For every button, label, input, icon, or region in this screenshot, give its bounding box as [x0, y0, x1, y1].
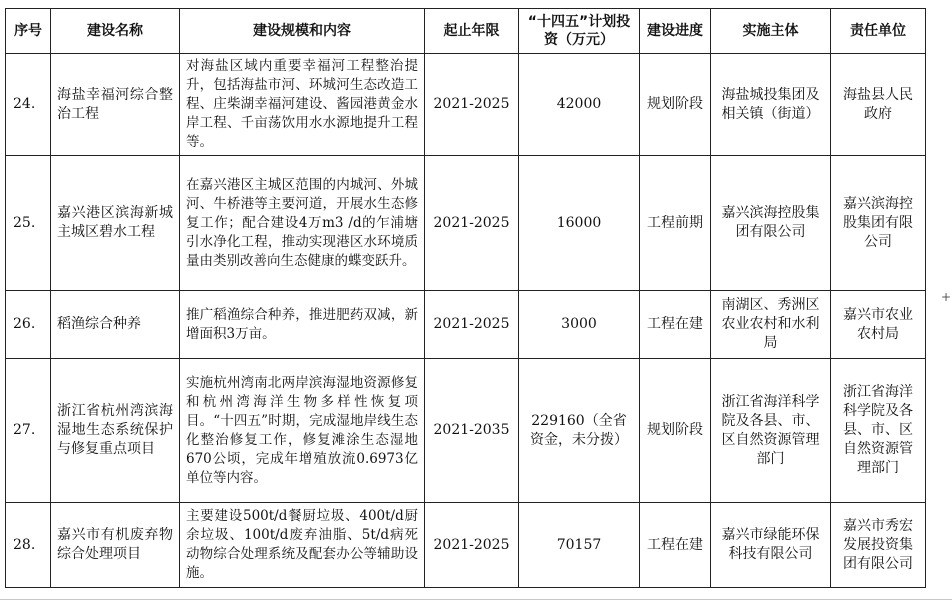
- cell-name: 浙江省杭州湾滨海湿地生态系统保护与修复重点项目: [51, 359, 180, 503]
- cell-progress: 工程在建: [640, 503, 711, 588]
- table-row: [6, 54, 926, 156]
- table-row: [6, 156, 926, 291]
- cell-invest: 16000: [519, 156, 640, 291]
- cell-invest: 42000: [519, 54, 640, 156]
- header-progress: 建设进度: [640, 9, 711, 54]
- cell-entity: 浙江省海洋科学院及各县、市、区自然资源管理部门: [711, 359, 831, 503]
- cell-name: 稻渔综合种养: [51, 291, 180, 359]
- project-table: [5, 8, 926, 588]
- cell-period: 2021-2035: [425, 359, 519, 503]
- cell-invest: 70157: [519, 503, 640, 588]
- table-row: [6, 503, 926, 588]
- header-dept: 责任单位: [831, 9, 926, 54]
- table-move-handle-icon[interactable]: +: [941, 290, 952, 304]
- cell-progress: 工程在建: [640, 291, 711, 359]
- header-seq: 序号: [6, 9, 51, 54]
- cell-progress: 规划阶段: [640, 359, 711, 503]
- cell-name: 海盐幸福河综合整治工程: [51, 54, 180, 156]
- cell-invest: 3000: [519, 291, 640, 359]
- cell-dept: 嘉兴市农业农村局: [831, 291, 926, 359]
- cell-seq: 24.: [6, 54, 51, 156]
- table-header-row: [6, 9, 926, 54]
- header-scale: 建设规模和内容: [180, 9, 425, 54]
- cell-progress: 规划阶段: [640, 54, 711, 156]
- cell-invest: 229160（全省资金，未分拨）: [519, 359, 640, 503]
- cell-period: 2021-2025: [425, 54, 519, 156]
- cell-seq: 26.: [6, 291, 51, 359]
- header-entity: 实施主体: [711, 9, 831, 54]
- cell-period: 2021-2025: [425, 503, 519, 588]
- cell-entity: 嘉兴滨海控股集团有限公司: [711, 156, 831, 291]
- cell-dept: 海盐县人民政府: [831, 54, 926, 156]
- cell-seq: 25.: [6, 156, 51, 291]
- header-invest: “十四五”计划投资（万元）: [519, 9, 640, 54]
- cell-dept: 浙江省海洋科学院及各县、市、区自然资源管理部门: [831, 359, 926, 503]
- cell-dept: 嘉兴滨海控股集团有限公司: [831, 156, 926, 291]
- table-row: [6, 291, 926, 359]
- cell-scale: 主要建设500t/d餐厨垃圾、400t/d厨余垃圾、100t/d废弃油脂、5t/d病死动物综合处理系统及配套办公等辅助设施。: [180, 503, 425, 588]
- cell-period: 2021-2025: [425, 291, 519, 359]
- cell-name: 嘉兴市有机废弃物综合处理项目: [51, 503, 180, 588]
- cell-entity: 嘉兴市绿能环保科技有限公司: [711, 503, 831, 588]
- cell-dept: 嘉兴市秀宏发展投资集团有限公司: [831, 503, 926, 588]
- header-period: 起止年限: [425, 9, 519, 54]
- cell-scale: 在嘉兴港区主城区范围的内城河、外城河、牛桥港等主要河道，开展水生态修复工作；配合建设4万m3 /d的乍浦塘引水净化工程，推动实现港区水环境质量由类别改善向生态健康的蝶变跃升。: [180, 156, 425, 291]
- cell-seq: 28.: [6, 503, 51, 588]
- cell-name: 嘉兴港区滨海新城主城区碧水工程: [51, 156, 180, 291]
- cell-entity: 南湖区、秀洲区农业农村和水利局: [711, 291, 831, 359]
- cell-entity: 海盐城投集团及相关镇（街道）: [711, 54, 831, 156]
- cell-seq: 27.: [6, 359, 51, 503]
- header-name: 建设名称: [51, 9, 180, 54]
- cell-progress: 工程前期: [640, 156, 711, 291]
- cell-scale: 实施杭州湾南北两岸滨海湿地资源修复和杭州湾海洋生物多样性恢复项目。“十四五”时期，完成湿地岸线生态化整治修复工作，修复滩涂生态湿地670公顷，完成年增殖放流0.6973亿单位等内容。: [180, 359, 425, 503]
- cell-period: 2021-2025: [425, 156, 519, 291]
- cell-scale: 推广稻渔综合种养，推进肥药双减，新增面积3万亩。: [180, 291, 425, 359]
- cell-scale: 对海盐区域内重要幸福河工程整治提升，包括海盐市河、环城河生态改造工程、庄柴湖幸福河建设、酱园港黄金水岸工程、千亩荡饮用水水源地提升工程等。: [180, 54, 425, 156]
- page-divider: [0, 599, 952, 600]
- table-row: [6, 359, 926, 503]
